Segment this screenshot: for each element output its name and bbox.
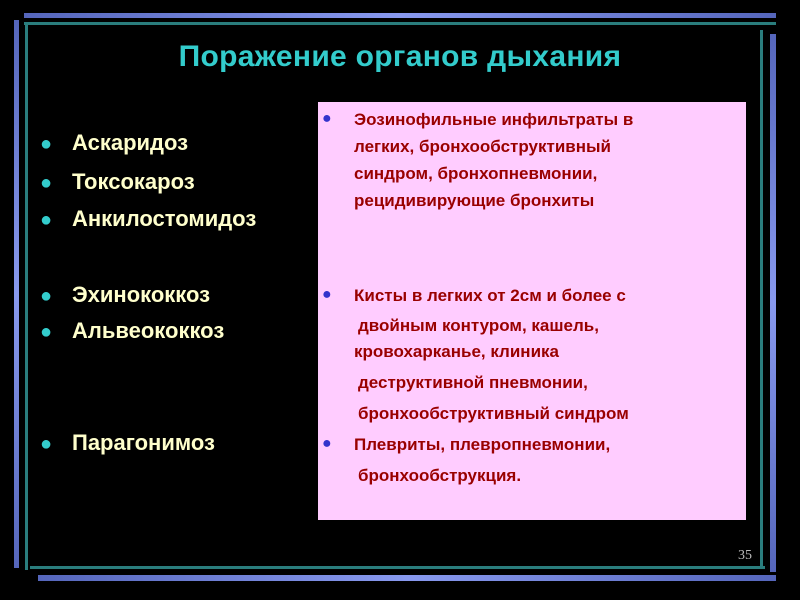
bullet-icon: ● (40, 209, 53, 231)
list-item-label: Эхинококкоз (72, 282, 211, 307)
box-line: бронхообструктивный синдром (358, 404, 629, 423)
box-line: Кисты в легких от 2см и более с (354, 286, 626, 305)
box-line: двойным контуром, кашель, (358, 316, 599, 335)
list-item (40, 282, 210, 308)
frame-right-bar-inner (760, 30, 763, 566)
bullet-icon: ● (40, 285, 53, 307)
box-line: бронхообструкция. (358, 466, 522, 485)
frame-bottom-bar (38, 575, 776, 581)
bullet-icon: ● (40, 321, 53, 343)
list-item-label: Анкилостомидоз (72, 206, 257, 231)
list-item-label: Альвеококкоз (72, 318, 225, 343)
bullet-icon: ● (322, 286, 332, 303)
bullet-icon: ● (40, 133, 53, 155)
frame-left-bar-inner (25, 25, 28, 570)
list-item (40, 318, 224, 344)
list-item (40, 130, 188, 156)
list-item (40, 169, 195, 195)
box-line: деструктивной пневмонии, (358, 373, 588, 392)
list-item (40, 430, 215, 456)
slide-title: Поражение органов дыхания (178, 40, 622, 73)
bullet-icon: ● (40, 172, 53, 194)
list-item-label: Парагонимоз (72, 430, 215, 455)
box-line: легких, бронхообструктивный (354, 137, 611, 156)
frame-bottom-bar-inner (30, 566, 765, 569)
list-item (40, 206, 256, 232)
manifestations-box (318, 102, 746, 520)
frame-top-bar (24, 13, 776, 18)
box-line: кровохарканье, клиника (354, 342, 559, 361)
box-line: синдром, бронхопневмонии, (354, 164, 598, 183)
box-line: Эозинофильные инфильтраты в (354, 110, 634, 129)
bullet-icon: ● (40, 433, 53, 455)
page-number: 35 (738, 548, 752, 563)
list-item-label: Токсокароз (72, 169, 195, 194)
frame-top-bar-inner (24, 22, 776, 25)
box-line: рецидивирующие бронхиты (354, 191, 595, 210)
frame-left-bar (14, 20, 19, 568)
bullet-icon: ● (322, 110, 332, 127)
list-item-label: Аскаридоз (72, 130, 189, 155)
box-line: Плевриты, плевропневмонии, (354, 435, 611, 454)
bullet-icon: ● (322, 435, 332, 452)
frame-right-bar (770, 34, 776, 572)
